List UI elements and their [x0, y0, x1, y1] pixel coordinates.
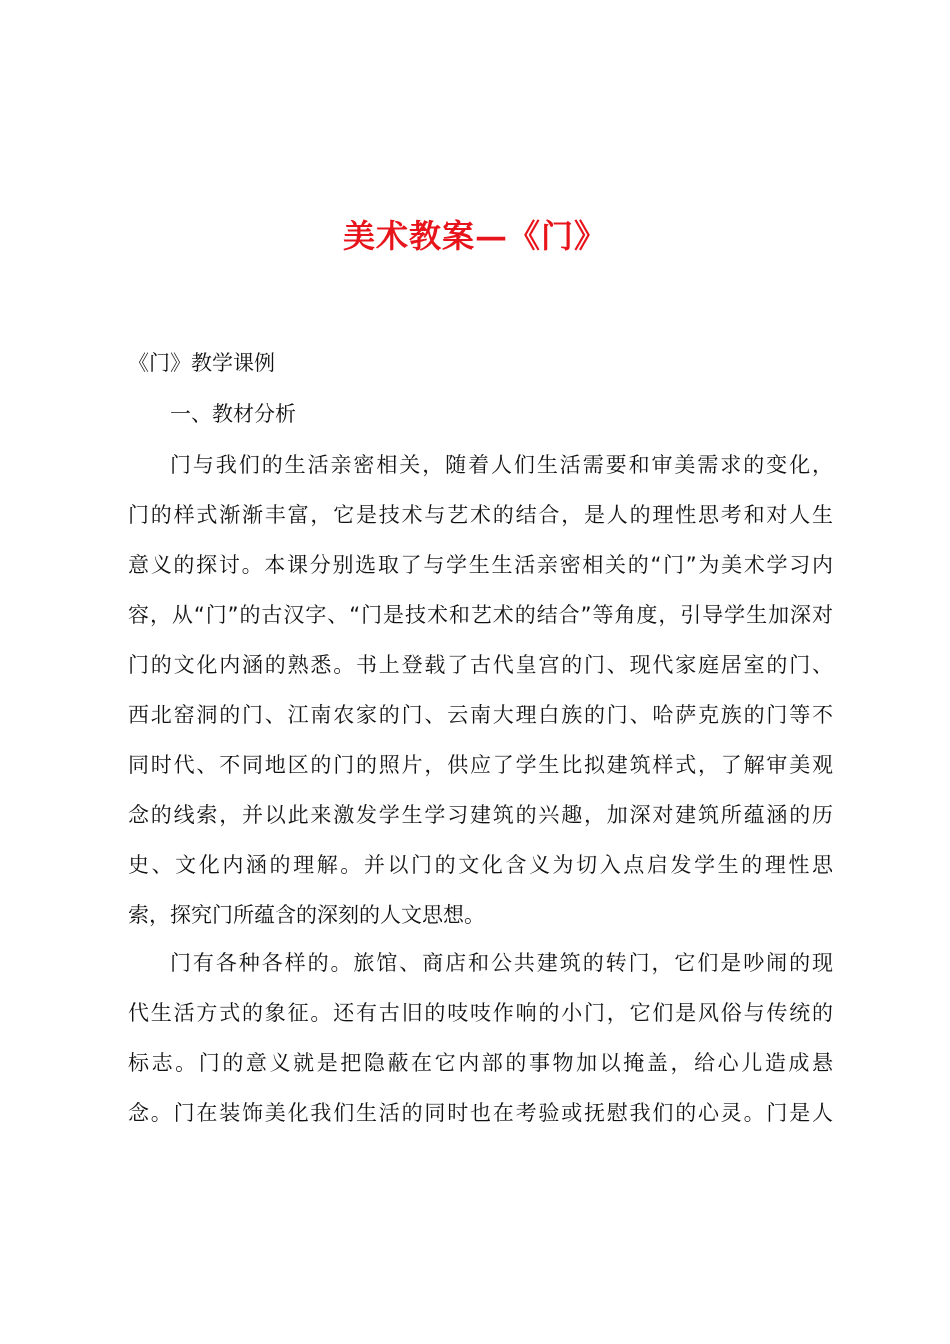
paragraph-line: 容，从“门”的古汉字、“门是技术和艺术的结合”等角度，引导学生加深对 [128, 603, 833, 627]
section-heading: 一、教材分析 [170, 402, 296, 426]
paragraph-line: 意义的探讨。本课分别选取了与学生生活亲密相关的“门”为美术学习内 [128, 553, 833, 577]
paragraph-line: 代生活方式的象征。还有古旧的吱吱作响的小门，它们是风俗与传统的 [128, 1001, 833, 1025]
document-subtitle: 《门》教学课例 [128, 351, 275, 375]
paragraph-line: 门与我们的生活亲密相关，随着人们生活需要和审美需求的变化， [170, 453, 833, 477]
paragraph-line: 门的样式渐渐丰富，它是技术与艺术的结合，是人的理性思考和对人生 [128, 503, 833, 527]
body-paragraph-1 [128, 440, 833, 940]
paragraph-line: 同时代、不同地区的门的照片，供应了学生比拟建筑样式，了解审美观 [128, 753, 833, 777]
paragraph-line: 念的线索，并以此来激发学生学习建筑的兴趣，加深对建筑所蕴涵的历 [128, 803, 833, 827]
paragraph-line: 门的文化内涵的熟悉。书上登载了古代皇宫的门、现代家庭居室的门、 [128, 653, 833, 677]
paragraph-line: 门有各种各样的。旅馆、商店和公共建筑的转门，它们是吵闹的现 [170, 951, 833, 975]
paragraph-line: 念。门在装饰美化我们生活的同时也在考验或抚慰我们的心灵。门是人 [128, 1101, 833, 1125]
paragraph-line: 西北窑洞的门、江南农家的门、云南大理白族的门、哈萨克族的门等不 [128, 703, 833, 727]
document-title: 美术教案—《门》 [342, 217, 607, 255]
paragraph-line: 索，探究门所蕴含的深刻的人文思想。 [128, 903, 485, 927]
body-paragraph-2 [128, 938, 833, 1138]
paragraph-line: 标志。门的意义就是把隐蔽在它内部的事物加以掩盖，给心儿造成悬 [128, 1051, 833, 1075]
paragraph-line: 史、文化内涵的理解。并以门的文化含义为切入点启发学生的理性思 [128, 853, 833, 877]
